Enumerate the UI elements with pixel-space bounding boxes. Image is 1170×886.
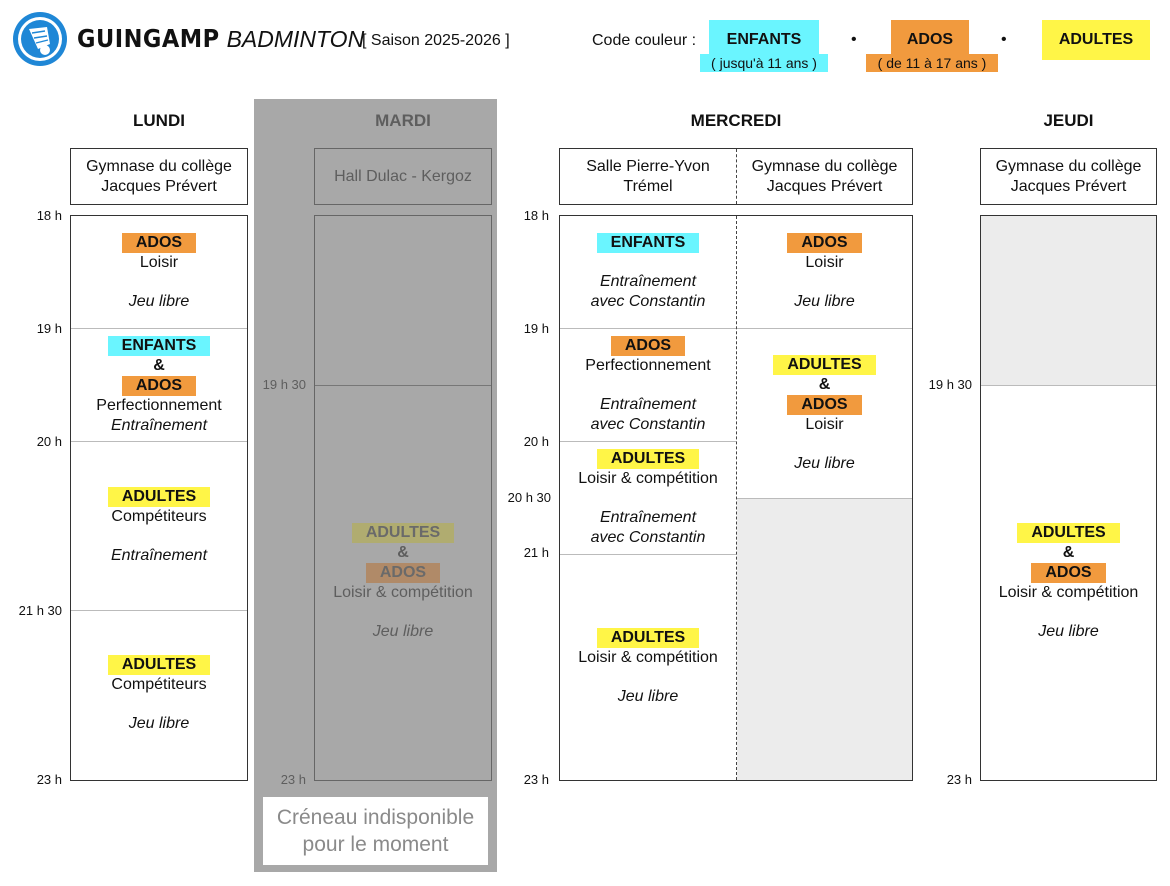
hour-label: 19 h <box>36 321 62 336</box>
hour-divider <box>71 441 247 442</box>
hour-label: 18 h <box>36 208 62 223</box>
hour-label: 20 h <box>523 434 549 449</box>
session-level: Loisir <box>139 254 179 271</box>
session-level: Perfectionnement <box>585 357 711 374</box>
empty-slot <box>981 216 1156 385</box>
tag-ados: ADOS <box>122 233 196 253</box>
hour-divider <box>560 554 736 555</box>
session-type: Jeu libre <box>794 293 855 310</box>
session-level: Loisir <box>805 416 844 433</box>
hour-divider <box>71 610 247 611</box>
tag-adultes: ADULTES <box>773 355 875 375</box>
tag-ados: ADOS <box>1031 563 1105 583</box>
session-type: Jeu libre <box>794 455 855 472</box>
venue-line: Hall Dulac - Kergoz <box>334 167 472 185</box>
empty-slot <box>737 498 912 780</box>
hour-label: 18 h <box>523 208 549 223</box>
legend-separator: • <box>851 31 857 48</box>
session-level: Perfectionnement <box>96 397 222 414</box>
hour-label: 23 h <box>280 772 306 787</box>
session-type: avec Constantin <box>590 416 706 433</box>
page-title <box>77 24 364 54</box>
session-type: Jeu libre <box>617 688 679 705</box>
session-slot <box>560 628 736 707</box>
hour-label: 23 h <box>523 772 549 787</box>
tag-ados: ADOS <box>122 376 196 396</box>
hour-divider <box>560 441 736 442</box>
session-slot <box>981 523 1156 642</box>
hour-label: 23 h <box>36 772 62 787</box>
hour-divider <box>71 328 247 329</box>
venue-lundi <box>70 148 248 205</box>
session-type: avec Constantin <box>590 293 706 310</box>
session-slot <box>71 487 247 566</box>
tag-adultes: ADULTES <box>1017 523 1119 543</box>
venue-line: Jacques Prévert <box>1010 177 1127 195</box>
session-type: Entraînement <box>599 509 697 526</box>
hour-label: 19 h <box>523 321 549 336</box>
session-type: Jeu libre <box>128 715 190 732</box>
session-level: Loisir & compétition <box>578 470 718 487</box>
session-type: Entraînement <box>110 547 208 564</box>
tag-ados: ADOS <box>787 233 861 253</box>
session-level: Compétiteurs <box>111 508 207 525</box>
tag-adultes: ADULTES <box>108 487 210 507</box>
brand-name-italic: BADMINTON <box>226 26 365 52</box>
legend-ados-note: ( de 11 à 17 ans ) <box>866 54 998 72</box>
schedule-jeudi <box>980 215 1157 781</box>
season-label: [ Saison 2025-2026 ] <box>362 32 510 49</box>
hour-divider <box>737 328 912 329</box>
session-type: Jeu libre <box>372 623 434 640</box>
day-title-mardi: MARDI <box>375 111 431 130</box>
schedule-mardi <box>314 215 492 781</box>
unavailable-line: pour le moment <box>302 833 449 856</box>
tag-adultes: ADULTES <box>597 628 699 648</box>
venue-line: Gymnase du collège <box>86 157 232 175</box>
hour-label: 19 h 30 <box>262 377 306 392</box>
session-slot <box>71 233 247 312</box>
tag-enfants: ENFANTS <box>597 233 700 253</box>
legend-separator-2: • <box>1001 31 1007 48</box>
tag-ampersand: & <box>153 357 165 374</box>
legend-ados: ADOS <box>891 20 969 60</box>
tag-ampersand: & <box>1062 544 1075 561</box>
day-title-lundi: LUNDI <box>133 111 185 130</box>
session-slot <box>315 523 491 642</box>
tag-ampersand: & <box>818 376 831 393</box>
legend-enfants-note: ( jusqu'à 11 ans ) <box>700 54 828 72</box>
venue-line: Salle Pierre-Yvon <box>586 157 710 175</box>
hour-label: 21 h <box>523 545 549 560</box>
venue-mercredi <box>559 148 913 205</box>
unavailable-line: Créneau indisponible <box>276 806 475 829</box>
unavailable-notice <box>263 797 488 865</box>
hour-divider <box>560 328 736 329</box>
venue-line: Jacques Prévert <box>766 177 883 195</box>
schedule-mercredi <box>559 215 913 781</box>
session-slot <box>560 233 736 312</box>
session-level: Loisir & compétition <box>578 649 718 666</box>
session-slot <box>71 655 247 734</box>
day-title-jeudi: JEUDI <box>1043 111 1094 130</box>
tag-ados: ADOS <box>366 563 440 583</box>
venue-line: Trémel <box>623 177 673 195</box>
hour-label: 20 h <box>36 434 62 449</box>
venue-line: Jacques Prévert <box>101 177 217 195</box>
club-logo <box>12 11 68 67</box>
session-level: Compétiteurs <box>111 676 207 693</box>
session-level: Loisir <box>805 254 844 271</box>
tag-adultes: ADULTES <box>352 523 454 543</box>
hour-label: 23 h <box>946 772 972 787</box>
session-type: avec Constantin <box>590 529 706 546</box>
tag-adultes: ADULTES <box>108 655 210 675</box>
hour-divider <box>981 385 1156 386</box>
tag-ampersand: & <box>397 544 409 561</box>
tag-enfants: ENFANTS <box>108 336 211 356</box>
venue-line: Gymnase du collège <box>995 157 1142 175</box>
hour-divider <box>315 385 491 386</box>
schedule-lundi <box>70 215 248 781</box>
session-slot <box>560 449 736 548</box>
legend-enfants: ENFANTS <box>709 20 819 60</box>
venue-jeudi <box>980 148 1157 205</box>
legend-adultes: ADULTES <box>1042 20 1150 60</box>
session-slot <box>737 355 912 474</box>
day-title-mercredi: MERCREDI <box>690 111 782 130</box>
tag-adultes: ADULTES <box>597 449 699 469</box>
session-type: Jeu libre <box>128 293 190 310</box>
hour-label: 21 h 30 <box>18 603 62 618</box>
venue-line: Gymnase du collège <box>751 157 898 175</box>
session-level: Loisir & compétition <box>333 584 473 601</box>
hour-label: 20 h 30 <box>507 490 551 505</box>
tag-ados: ADOS <box>787 395 861 415</box>
session-type: Entraînement <box>599 396 697 413</box>
session-slot <box>737 233 912 312</box>
venue-mardi <box>314 148 492 205</box>
session-type: Entraînement <box>110 417 208 434</box>
shuttlecock-icon <box>12 11 68 67</box>
hour-divider <box>737 498 912 499</box>
session-level: Loisir & compétition <box>998 584 1139 601</box>
session-slot <box>71 336 247 436</box>
tag-ados: ADOS <box>611 336 685 356</box>
session-type: Jeu libre <box>1038 623 1099 640</box>
brand-name: GUINGAMP <box>77 24 220 53</box>
hour-label: 19 h 30 <box>928 377 972 392</box>
session-slot <box>560 336 736 435</box>
legend-label: Code couleur : <box>592 32 697 49</box>
session-type: Entraînement <box>599 273 697 290</box>
